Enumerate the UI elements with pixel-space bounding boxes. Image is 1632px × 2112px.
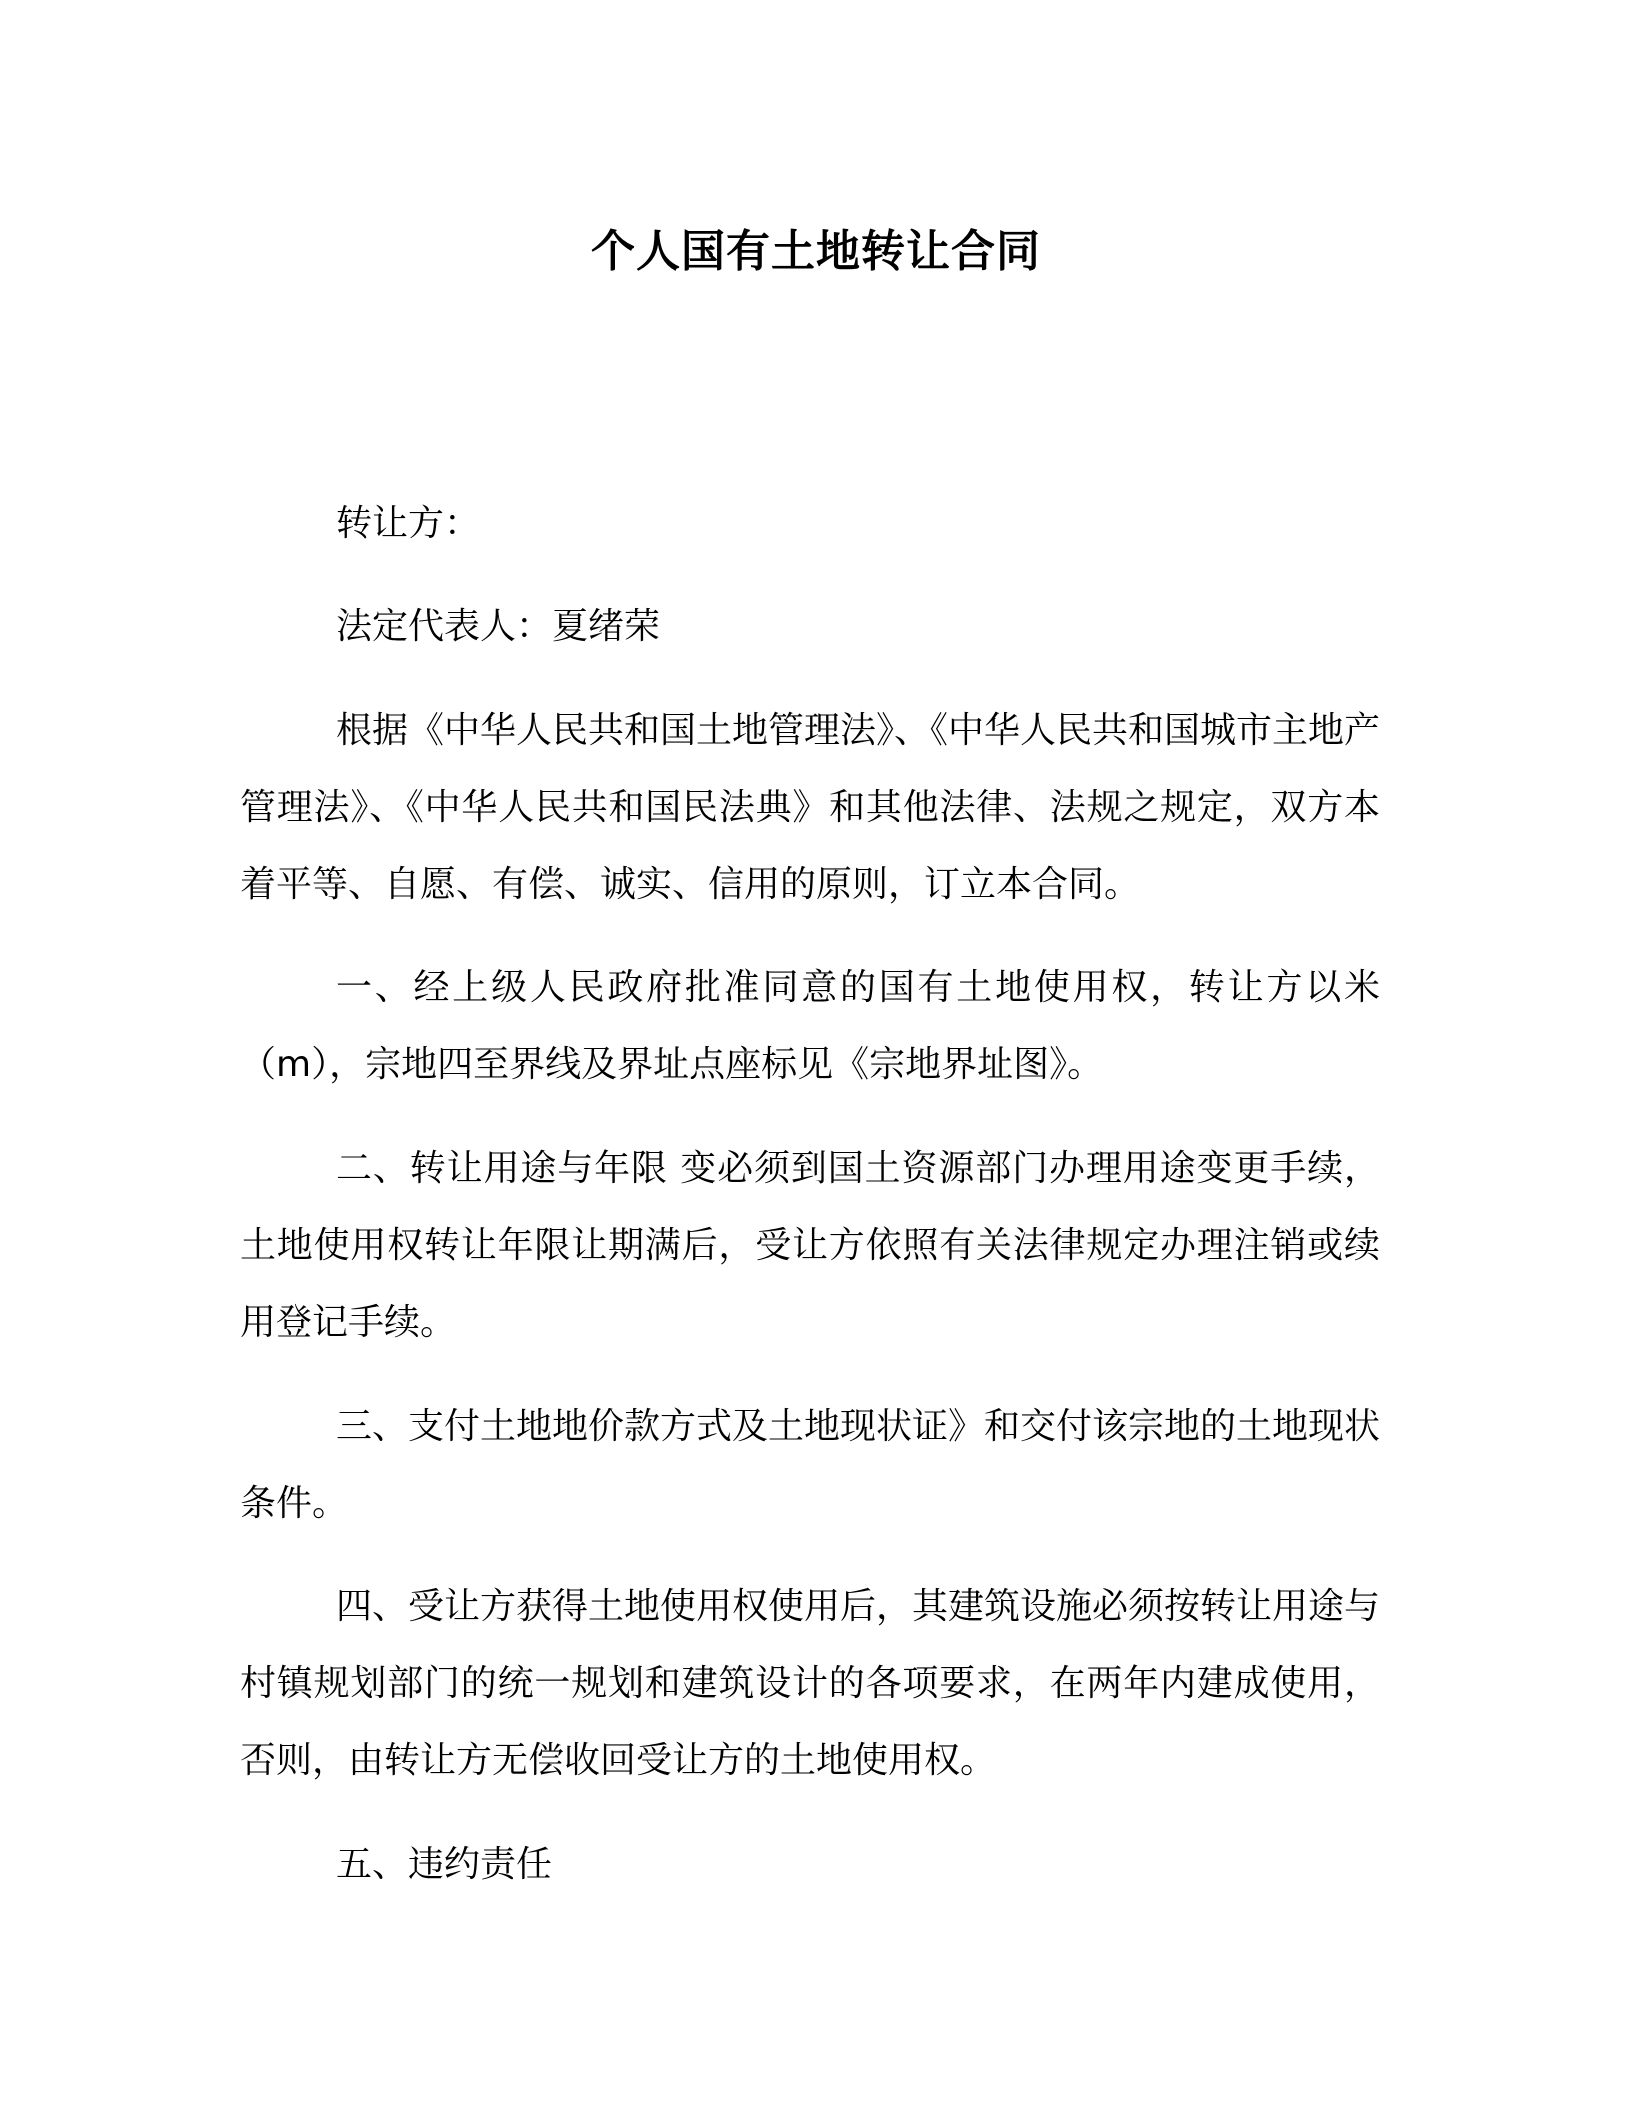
document-title: 个人国有土地转让合同 [591,226,1041,277]
legal-representative-line: 法定代表人：夏绪荣 [336,606,661,647]
article-1: 一、经上级人民政府批准同意的国有土地使用权，转让方以米（m），宗地四至界线及界址点座标见《宗地界址图》。 [240,967,1380,1085]
article-4: 四、受让方获得土地使用权使用后，其建筑设施必须按转让用途与村镇规划部门的统一规划和建筑设计的各项要求，在两年内建成使用，否则，由转让方无偿收回受让方的土地使用权。 [240,1586,1381,1781]
article-5-heading: 五、违约责任 [336,1844,553,1885]
transferor-line: 转让方： [336,503,481,544]
article-3: 三、支付土地地价款方式及土地现状证》和交付该宗地的土地现状条件。 [240,1406,1381,1524]
legal-basis-paragraph: 根据《中华人民共和国土地管理法》、《中华人民共和国城市主地产管理法》、《中华人民共和国民法典》和其他法律、法规之规定，双方本着平等、自愿、有偿、诚实、信用的原则，订立本合同。 [240,710,1381,905]
article-2: 二、转让用途与年限 变必须到国土资源部门办理用途变更手续，土地使用权转让年限让期满后，受让方依照有关法律规定办理注销或续用登记手续。 [240,1148,1380,1343]
